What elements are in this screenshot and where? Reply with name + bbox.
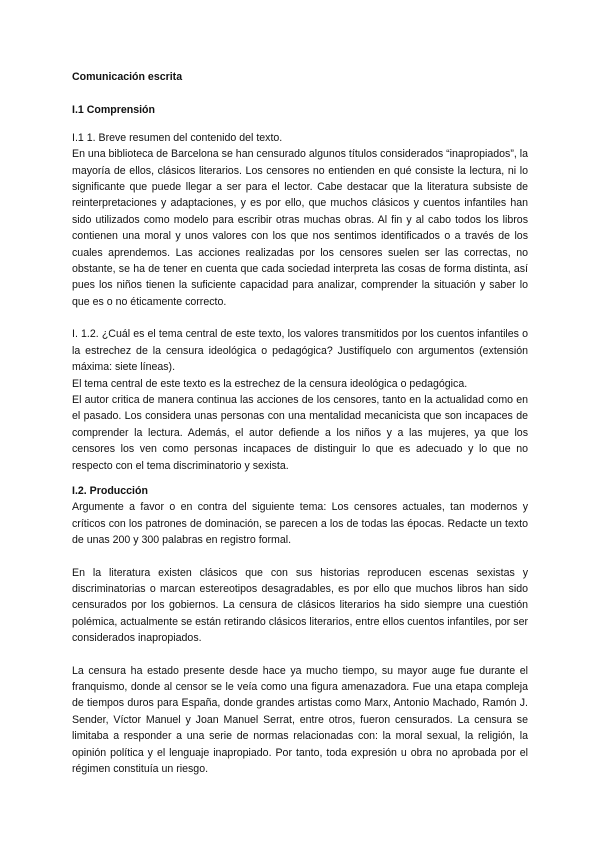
question-1-answer: En una biblioteca de Barcelona se han censurado algunos títulos considerados “inapropiados”, la mayoría de ellos, clásicos literarios. Los censores no entienden en qué consiste la lectura, ni lo significante que puede llegar a ser para el lector. Cabe destacar que la literatura subsiste de reinterpretaciones y adaptaciones, y es por ello, que muchos clásicos y cuentos infantiles han sido utilizados como modelo para escribir otras muchas obras. Al fin y al cabo todos los libros contienen una moral y unos valores con los que nos sentimos identificados o a través de los cuales aprendemos. Las acciones realizadas por los censores suelen ser las correctas, no obstante, se ha de tener en cuenta que cada sociedad interpreta las cosas de forma distinta, así pues los niños tienen la suficiente capacidad para analizar, comprender la situación y saber lo que es o no éticamente correcto. [72,148,528,308]
question-2-label: I. 1.2. ¿Cuál es el tema central de este texto, los valores transmitidos por los cuentos infantiles o la estrechez de la censura ideológica o pedagógica? Justifíquelo con argumentos (extensión máxima: siete líneas). [72,328,528,374]
question-2-answer-thesis: El tema central de este texto es la estrechez de la censura ideológica o pedagógica. [72,377,468,390]
production-paragraph-2: La censura ha estado presente desde hace ya mucho tiempo, su mayor auge fue durante el franquismo, donde al censor se le veía como una figura amenazadora. Fue una etapa compleja de tiempos duros para España, donde grandes artistas como Marx, Antonio Machado, Ramón J. Sender, Víctor Manuel y Joan Manuel Serrat, entre otros, fueron censurados. La censura se limitaba a responder a una serie de normas relacionadas con: la moral sexual, la religión, la opinión política y el lenguaje inapropiado. Por tanto, toda expresión u obra no aprobada por el régimen constituía un riesgo. [72,664,528,776]
section-heading-produccion: I.2. Producción [72,484,148,497]
production-prompt: Argumente a favor o en contra del siguiente tema: Los censores actuales, tan modernos y críticos con los patrones de dominación, se parecen a los de todas las épocas. Redacte un texto de unas 200 y 300 palabras en registro formal. [72,501,528,547]
production-paragraph-1: En la literatura existen clásicos que con sus historias reproducen escenas sexistas y discriminatorias o marcan estereotipos desagradables, es por ello que muchos libros han sido censurados por los gobiernos. La censura de clásicos literarios ha sido siempre una cuestión polémica, actualmente se están retirando clásicos literarios, entre ellos cuentos infantiles, por ser considerados inapropiados. [72,566,528,645]
document-title: Comunicación escrita [72,71,183,83]
question-2-answer-body: El autor critica de manera continua las acciones de los censores, tanto en la actualidad como en el pasado. Los considera unas personas con una mentalidad mecanicista que son incapaces de comprender la lectura. Además, el autor defiende a los niños y a las mujeres, ya que los censores los ven como personas incapaces de distinguir lo que es adecuado y lo que no respecto con el tema discriminatorio y sexista. [72,393,528,472]
question-1-label: I.1 1. Breve resumen del contenido del texto. [72,131,283,144]
section-heading-comprension: I.1 Comprensión [72,104,155,117]
